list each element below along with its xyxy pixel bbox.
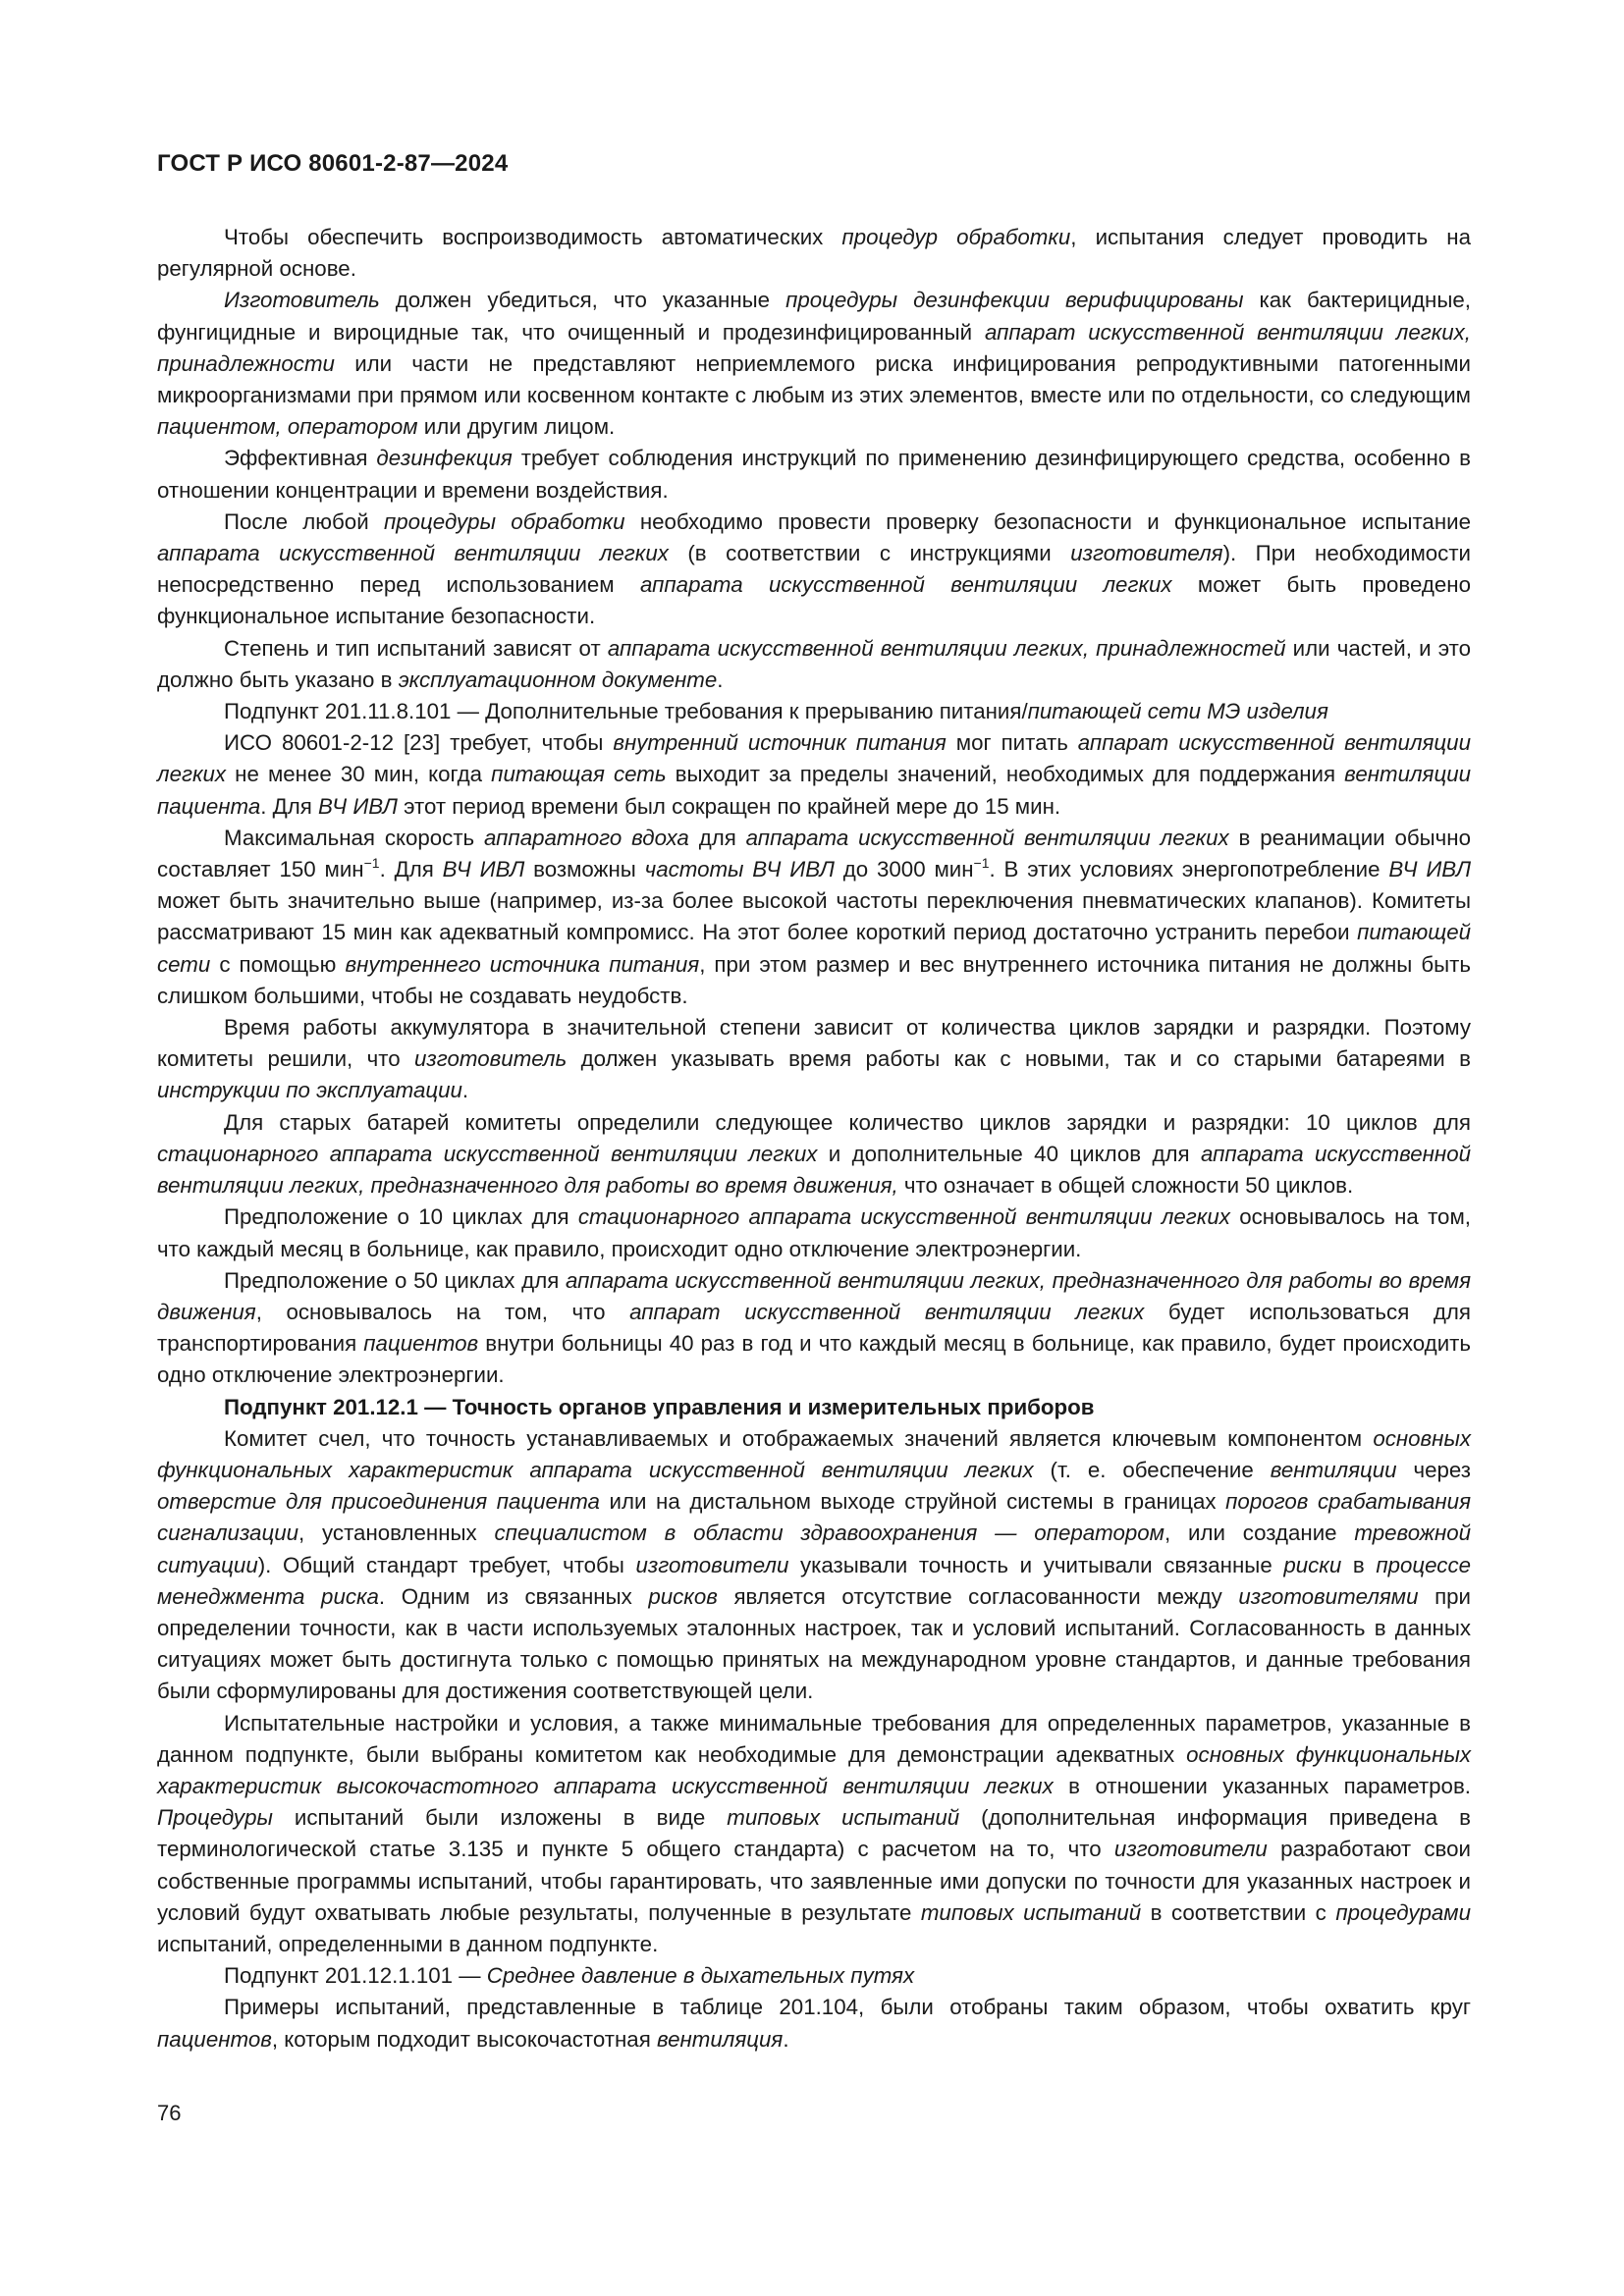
paragraph	[157, 1265, 1471, 1392]
text-run: возможны	[524, 857, 645, 882]
italic-term: инструкции по эксплуатации	[157, 1078, 462, 1103]
text-run: , при этом размер и вес внутреннего источника питания не должны быть слишком большими, чтобы не создавать неудобств.	[157, 951, 1471, 1008]
text-run: Предположение о 50 циклах для	[224, 1267, 567, 1293]
text-run: будет использоваться для транспортирования	[157, 1299, 1471, 1357]
text-run: испытаний, определенными в данном подпункте.	[157, 1931, 659, 1956]
italic-term: аппарата искусственной вентиляции легких, предназначенного для работы во время движения	[157, 1267, 1471, 1324]
italic-term: порогов срабатывания сигнализации	[157, 1489, 1471, 1546]
text-run: что означает в общей сложности 50 циклов.	[897, 1173, 1354, 1199]
text-run: может быть проведено функциональное испытание безопасности.	[157, 572, 1471, 629]
italic-term: изготовитель	[414, 1046, 568, 1072]
text-run: Комитет счел, что точность устанавливаемых и отображаемых значений является ключевым компонентом	[224, 1425, 1374, 1451]
text-run: или другим лицом.	[417, 414, 616, 440]
text-run: с помощью	[210, 951, 346, 977]
text-run: при определении точности, как в части используемых эталонных настроек, так и условий испытаний. Согласованность в данных ситуациях может быть достигнута только с помощью принятых на международном уровне стандартов, и данные требования были сформулированы для достижения соответствующей цели.	[157, 1583, 1472, 1704]
italic-term: ВЧ ИВЛ	[318, 793, 398, 819]
text-run: или части не представляют неприемлемого риска инфицирования репродуктивными патогенными микроорганизмами при прямом или косвенном контакте с любым из этих элементов, вместе или по отдельности, со следующим	[157, 350, 1471, 408]
italic-term: вентиляция	[656, 2026, 784, 2052]
text-run: .	[717, 667, 724, 692]
italic-term: процедуры дезинфекции верифицированы	[785, 288, 1244, 313]
italic-term: питающая сеть	[491, 762, 667, 787]
italic-term: основных функциональных характеристик аппарата искусственной вентиляции легких	[157, 1425, 1471, 1482]
italic-term: питающей сети МЭ изделия	[1027, 699, 1328, 724]
text-run: разработают свои собственные программы испытаний, чтобы гарантировать, что заявленные ими допуски по точности для указанных настроек и условий будут охватывать любые результаты, полученные в результате	[157, 1837, 1471, 1925]
italic-term: питающей сети	[157, 920, 1471, 977]
text-run: (дополнительная информация приведена в терминологической статье 3.135 и пункте 5 общего стандарта) с расчетом на то, что	[157, 1805, 1471, 1862]
text-run: испытаний были изложены в виде	[272, 1805, 728, 1831]
text-run: Чтобы обеспечить воспроизводимость автоматических	[224, 225, 842, 249]
text-run: Эффективная	[224, 446, 377, 471]
text-run: (т. е. обеспечение	[1033, 1457, 1271, 1482]
italic-term: Изготовитель	[224, 288, 380, 313]
text-run: (в соответствии с инструкциями	[668, 541, 1071, 566]
paragraph	[157, 633, 1471, 696]
italic-term: стационарного аппарата искусственной вентиляции легких	[157, 1141, 818, 1166]
italic-term: процессе менеджмента риска	[157, 1552, 1471, 1609]
italic-term: типовых испытаний	[920, 1899, 1142, 1925]
text-run: этот период времени был сокращен по крайней мере до 15 мин.	[397, 793, 1061, 819]
italic-term: основных функциональных характеристик высокочастотного аппарата искусственной вентиляции легких	[157, 1741, 1472, 1798]
italic-term: внутреннего источника питания	[345, 951, 700, 977]
italic-term: Среднее давление в дыхательных путях	[486, 1963, 915, 1989]
italic-term: пациентов	[363, 1331, 479, 1357]
italic-term: специалистом в области здравоохранения — оператором	[494, 1521, 1164, 1546]
text-run: . Для	[379, 857, 443, 882]
text-run: Для старых батарей комитеты определили следующее количество циклов зарядки и разрядки: 10 циклов для	[224, 1109, 1471, 1135]
paragraph	[157, 222, 1471, 285]
text-run: , основывалось на том, что	[255, 1299, 630, 1324]
italic-term: эксплуатационном документе	[398, 667, 718, 692]
text-run: в соответствии с	[1141, 1899, 1336, 1925]
standard-designation: ГОСТ Р ИСО 80601-2-87—2024	[157, 150, 509, 177]
text-run: Степень и тип испытаний зависят от	[224, 635, 608, 661]
text-run: , испытания следует проводить на регулярной основе.	[157, 225, 1471, 282]
text-run: основывалось на том, что каждый месяц в больнице, как правило, происходит одно отключение электроэнергии.	[157, 1204, 1471, 1261]
text-run: Подпункт 201.12.1.101 —	[224, 1963, 487, 1989]
text-run: в	[1341, 1552, 1377, 1577]
text-run: Подпункт 201.11.8.101 — Дополнительные требования к прерыванию питания/	[224, 699, 1028, 724]
italic-term: аппарата искусственной вентиляции легких, принадлежностей	[607, 635, 1286, 661]
text-run: должен указывать время работы как с новыми, так и со старыми батареями в	[567, 1046, 1472, 1072]
paragraph	[157, 1960, 1471, 1992]
text-run: внутри больницы 40 раз в год и что каждый месяц в больнице, как правило, будет происходить одно отключение электроэнергии.	[157, 1331, 1471, 1388]
italic-term: процедур обработки	[841, 225, 1071, 249]
text-run: как бактерицидные, фунгицидные и вироцидные так, что очищенный и продезинфицированный	[157, 288, 1471, 345]
italic-term: типовых испытаний	[727, 1805, 960, 1831]
text-run: указывали точность и учитывали связанные	[788, 1552, 1284, 1577]
paragraph	[157, 1107, 1471, 1202]
document-body	[157, 222, 1471, 2056]
italic-term: аппарат искусственной вентиляции легких, принадлежности	[157, 319, 1472, 376]
italic-term: пациентов	[157, 2026, 272, 2052]
text-run: может быть значительно выше (например, из-за более высокой частоты переключения пневматических клапанов). Комитеты рассматривают 15 мин как адекватный компромисс. На этот более короткий период достаточно устранить перебои	[157, 888, 1471, 945]
text-run: через	[1396, 1457, 1472, 1482]
text-run: в отношении указанных параметров.	[1053, 1773, 1471, 1798]
text-run: или на дистальном выходе струйной системы в границах	[599, 1489, 1226, 1515]
text-run: до 3000 мин	[834, 857, 974, 882]
italic-term: аппарата искусственной вентиляции легких	[157, 541, 669, 566]
superscript: −1	[973, 855, 990, 872]
text-run: Подпункт 201.12.1 — Точность органов управления и измерительных приборов	[224, 1394, 1095, 1419]
italic-term: аппаратного вдоха	[484, 825, 689, 850]
text-run: в реанимации обычно составляет 150 мин	[157, 825, 1472, 882]
italic-term: тревожной ситуации	[157, 1521, 1472, 1577]
italic-term: аппарата искусственной вентиляции легких	[639, 572, 1172, 598]
italic-term: изготовители	[635, 1552, 789, 1577]
paragraph	[157, 727, 1471, 823]
text-run: . Для	[260, 793, 318, 819]
text-run: Испытательные настройки и условия, а также минимальные требования для определенных параметров, указанные в данном подпункте, были выбраны комитетом как необходимые для демонстрации адекватных	[157, 1710, 1471, 1767]
text-run: .	[461, 1078, 469, 1103]
italic-term: ВЧ ИВЛ	[442, 857, 525, 882]
section-heading	[157, 1392, 1471, 1423]
text-run: должен убедиться, что указанные	[379, 288, 786, 313]
paragraph	[157, 1708, 1471, 1961]
italic-term: аппарат искусственной вентиляции легких	[629, 1299, 1145, 1324]
text-run: мог питать	[946, 730, 1078, 756]
italic-term: внутренний источник питания	[613, 730, 947, 756]
text-run: или частей, и это должно быть указано в	[157, 635, 1471, 692]
paragraph	[157, 1992, 1471, 2055]
text-run: . В этих условиях энергопотребление	[989, 857, 1389, 882]
italic-term: аппарат искусственной вентиляции легких	[157, 730, 1471, 787]
text-run: ). При необходимости непосредственно перед использованием	[157, 541, 1471, 598]
italic-term: изготовителя	[1070, 541, 1223, 566]
text-run: является отсутствие согласованности между	[717, 1583, 1239, 1609]
paragraph	[157, 443, 1471, 506]
superscript: −1	[363, 855, 380, 872]
italic-term: рисков	[648, 1583, 718, 1609]
italic-term: риски	[1283, 1552, 1342, 1577]
paragraph	[157, 1012, 1471, 1107]
text-run: Примеры испытаний, представленные в таблице 201.104, были отобраны таким образом, чтобы охватить круг	[224, 1995, 1471, 2020]
text-run: выходит за пределы значений, необходимых для поддержания	[666, 762, 1345, 787]
italic-term: частоты ВЧ ИВЛ	[644, 857, 835, 882]
text-run: ИСО 80601-2-12 [23] требует, чтобы	[224, 730, 614, 756]
text-run: ). Общий стандарт требует, чтобы	[257, 1552, 636, 1577]
italic-term: аппарата искусственной вентиляции легких, предназначенного для работы во время движения,	[157, 1141, 1471, 1199]
italic-term: изготовителями	[1238, 1583, 1419, 1609]
text-run: . Одним из связанных	[378, 1583, 649, 1609]
text-run: необходимо провести проверку безопасности и функциональное испытание	[624, 508, 1471, 534]
text-run: , установленных	[298, 1521, 495, 1546]
text-run: Предположение о 10 циклах для	[224, 1204, 578, 1230]
italic-term: изготовители	[1113, 1837, 1268, 1862]
paragraph	[157, 696, 1471, 727]
text-run: , которым подходит высокочастотная	[271, 2026, 657, 2052]
paragraph	[157, 1201, 1471, 1264]
italic-term: отверстие для присоединения пациента	[157, 1489, 600, 1515]
text-run: не менее 30 мин, когда	[226, 762, 492, 787]
text-run: для	[688, 825, 746, 850]
paragraph	[157, 507, 1471, 633]
page-number: 76	[157, 2101, 182, 2125]
text-run: Максимальная скорость	[224, 825, 485, 850]
italic-term: дезинфекция	[376, 446, 513, 471]
italic-term: процедуры обработки	[383, 508, 625, 534]
text-run: Время работы аккумулятора в значительной степени зависит от количества циклов зарядки и разрядки. Поэтому комитеты решили, что	[157, 1015, 1471, 1072]
text-run: После любой	[224, 508, 384, 534]
italic-term: Процедуры	[157, 1805, 273, 1831]
paragraph	[157, 823, 1471, 1012]
italic-term: пациентом, оператором	[157, 414, 418, 440]
text-run: требует соблюдения инструкций по применению дезинфицирующего средства, особенно в отношении концентрации и времени воздействия.	[157, 446, 1471, 503]
text-run: , или создание	[1164, 1521, 1355, 1546]
italic-term: процедурами	[1335, 1899, 1471, 1925]
paragraph	[157, 285, 1471, 443]
paragraph	[157, 1423, 1471, 1708]
text-run: и дополнительные 40 циклов для	[817, 1141, 1201, 1166]
italic-term: стационарного аппарата искусственной вентиляции легких	[577, 1204, 1230, 1230]
italic-term: ВЧ ИВЛ	[1388, 857, 1471, 882]
italic-term: аппарата искусственной вентиляции легких	[745, 825, 1229, 850]
italic-term: вентиляции	[1270, 1457, 1397, 1482]
italic-term: вентиляции пациента	[157, 762, 1471, 819]
text-run: .	[783, 2026, 789, 2052]
